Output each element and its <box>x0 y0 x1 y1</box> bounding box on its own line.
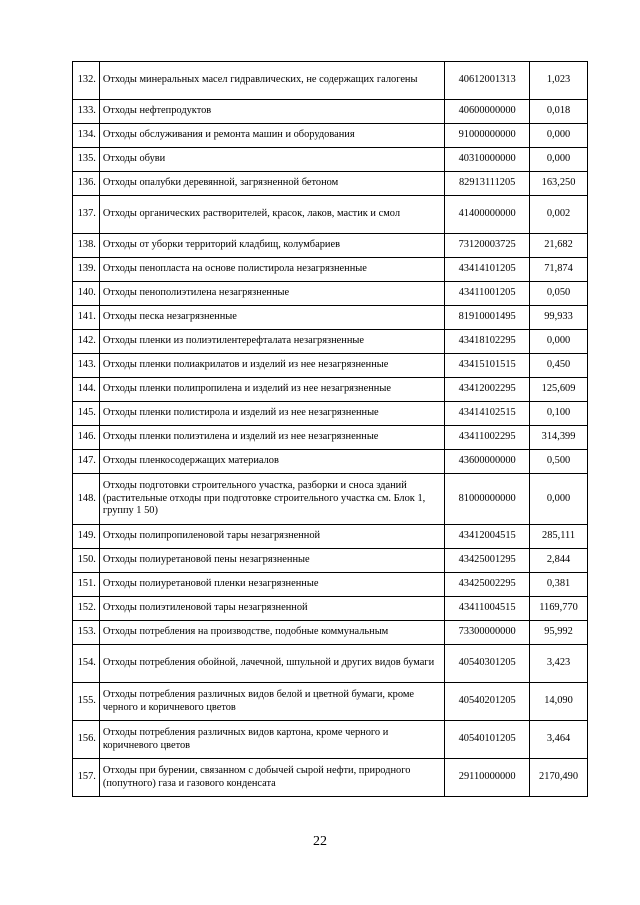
row-number: 143. <box>73 354 100 378</box>
table-row <box>73 148 588 172</box>
waste-code: 43414101205 <box>445 258 530 282</box>
waste-amount: 163,250 <box>530 172 588 196</box>
row-number: 154. <box>73 645 100 683</box>
table-row <box>73 573 588 597</box>
row-number: 157. <box>73 759 100 797</box>
waste-name: Отходы подготовки строительного участка, разборки и сноса зданий (растительные отходы при подготовке строительного участка см. Блок 1, группу 1 50) <box>99 474 444 525</box>
waste-code: 43415101515 <box>445 354 530 378</box>
row-number: 148. <box>73 474 100 525</box>
page-number: 22 <box>313 834 327 849</box>
table-row <box>73 62 588 100</box>
waste-code: 73120003725 <box>445 234 530 258</box>
waste-code: 73300000000 <box>445 621 530 645</box>
waste-name: Отходы обслуживания и ремонта машин и оборудования <box>99 124 444 148</box>
waste-amount: 0,500 <box>530 450 588 474</box>
row-number: 150. <box>73 549 100 573</box>
waste-name: Отходы потребления различных видов белой и цветной бумаги, кроме черного и коричневого цветов <box>99 683 444 721</box>
waste-amount: 0,050 <box>530 282 588 306</box>
waste-table <box>72 61 588 797</box>
waste-name: Отходы от уборки территорий кладбищ, колумбариев <box>99 234 444 258</box>
waste-code: 40540101205 <box>445 721 530 759</box>
waste-code: 43418102295 <box>445 330 530 354</box>
row-number: 136. <box>73 172 100 196</box>
table-row <box>73 258 588 282</box>
table-row <box>73 549 588 573</box>
row-number: 139. <box>73 258 100 282</box>
waste-code: 43425001295 <box>445 549 530 573</box>
waste-code: 82913111205 <box>445 172 530 196</box>
waste-name: Отходы обуви <box>99 148 444 172</box>
table-row <box>73 525 588 549</box>
waste-name: Отходы песка незагрязненные <box>99 306 444 330</box>
waste-name: Отходы минеральных масел гидравлических, не содержащих галогены <box>99 62 444 100</box>
row-number: 146. <box>73 426 100 450</box>
waste-code: 40540301205 <box>445 645 530 683</box>
waste-name: Отходы опалубки деревянной, загрязненной бетоном <box>99 172 444 196</box>
waste-amount: 2170,490 <box>530 759 588 797</box>
row-number: 145. <box>73 402 100 426</box>
table-row <box>73 234 588 258</box>
waste-amount: 3,464 <box>530 721 588 759</box>
waste-name: Отходы пленки полипропилена и изделий из нее незагрязненные <box>99 378 444 402</box>
table-row <box>73 282 588 306</box>
row-number: 134. <box>73 124 100 148</box>
waste-amount: 95,992 <box>530 621 588 645</box>
waste-amount: 71,874 <box>530 258 588 282</box>
row-number: 149. <box>73 525 100 549</box>
table-row <box>73 450 588 474</box>
row-number: 138. <box>73 234 100 258</box>
table-row <box>73 378 588 402</box>
waste-amount: 2,844 <box>530 549 588 573</box>
waste-name: Отходы пленки полиакрилатов и изделий из нее незагрязненные <box>99 354 444 378</box>
waste-code: 29110000000 <box>445 759 530 797</box>
table-row <box>73 621 588 645</box>
waste-amount: 3,423 <box>530 645 588 683</box>
row-number: 155. <box>73 683 100 721</box>
table-row <box>73 759 588 797</box>
waste-code: 41400000000 <box>445 196 530 234</box>
table-row <box>73 306 588 330</box>
waste-amount: 0,018 <box>530 100 588 124</box>
waste-name: Отходы потребления обойной, лачечной, шпульной и других видов бумаги <box>99 645 444 683</box>
row-number: 141. <box>73 306 100 330</box>
row-number: 147. <box>73 450 100 474</box>
waste-name: Отходы органических растворителей, красок, лаков, мастик и смол <box>99 196 444 234</box>
table-row <box>73 124 588 148</box>
waste-code: 40612001313 <box>445 62 530 100</box>
waste-code: 40540201205 <box>445 683 530 721</box>
waste-name: Отходы пленкосодержащих материалов <box>99 450 444 474</box>
table-row <box>73 402 588 426</box>
waste-code: 81910001495 <box>445 306 530 330</box>
waste-code: 91000000000 <box>445 124 530 148</box>
waste-amount: 314,399 <box>530 426 588 450</box>
waste-amount: 0,000 <box>530 474 588 525</box>
table-row <box>73 721 588 759</box>
waste-name: Отходы потребления различных видов картона, кроме черного и коричневого цветов <box>99 721 444 759</box>
row-number: 142. <box>73 330 100 354</box>
table-row <box>73 474 588 525</box>
waste-name: Отходы пенополиэтилена незагрязненные <box>99 282 444 306</box>
waste-amount: 1169,770 <box>530 597 588 621</box>
row-number: 133. <box>73 100 100 124</box>
waste-code: 40600000000 <box>445 100 530 124</box>
waste-code: 43412004515 <box>445 525 530 549</box>
waste-amount: 0,000 <box>530 330 588 354</box>
waste-table-body <box>73 62 588 797</box>
row-number: 151. <box>73 573 100 597</box>
table-row <box>73 683 588 721</box>
waste-amount: 0,381 <box>530 573 588 597</box>
waste-code: 43411004515 <box>445 597 530 621</box>
waste-code: 43414102515 <box>445 402 530 426</box>
waste-name: Отходы полиуретановой пены незагрязненные <box>99 549 444 573</box>
waste-name: Отходы пленки полистирола и изделий из нее незагрязненные <box>99 402 444 426</box>
table-row <box>73 597 588 621</box>
table-row <box>73 645 588 683</box>
waste-code: 43411002295 <box>445 426 530 450</box>
row-number: 144. <box>73 378 100 402</box>
row-number: 140. <box>73 282 100 306</box>
row-number: 152. <box>73 597 100 621</box>
waste-amount: 0,450 <box>530 354 588 378</box>
table-row <box>73 100 588 124</box>
waste-name: Отходы пленки полиэтилена и изделий из нее незагрязненные <box>99 426 444 450</box>
waste-amount: 0,100 <box>530 402 588 426</box>
waste-name: Отходы нефтепродуктов <box>99 100 444 124</box>
row-number: 135. <box>73 148 100 172</box>
waste-amount: 125,609 <box>530 378 588 402</box>
table-row <box>73 172 588 196</box>
row-number: 132. <box>73 62 100 100</box>
row-number: 156. <box>73 721 100 759</box>
table-row <box>73 196 588 234</box>
table-row <box>73 426 588 450</box>
waste-amount: 1,023 <box>530 62 588 100</box>
row-number: 153. <box>73 621 100 645</box>
waste-code: 40310000000 <box>445 148 530 172</box>
waste-amount: 285,111 <box>530 525 588 549</box>
waste-code: 43411001205 <box>445 282 530 306</box>
waste-code: 43425002295 <box>445 573 530 597</box>
waste-code: 43412002295 <box>445 378 530 402</box>
waste-amount: 0,002 <box>530 196 588 234</box>
waste-name: Отходы полиуретановой пленки незагрязненные <box>99 573 444 597</box>
waste-name: Отходы полиэтиленовой тары незагрязненной <box>99 597 444 621</box>
waste-code: 43600000000 <box>445 450 530 474</box>
table-row <box>73 354 588 378</box>
waste-code: 81000000000 <box>445 474 530 525</box>
waste-amount: 0,000 <box>530 124 588 148</box>
waste-amount: 99,933 <box>530 306 588 330</box>
row-number: 137. <box>73 196 100 234</box>
waste-name: Отходы при бурении, связанном с добычей сырой нефти, природного (попутного) газа и газового конденсата <box>99 759 444 797</box>
table-row <box>73 330 588 354</box>
waste-amount: 14,090 <box>530 683 588 721</box>
waste-name: Отходы пленки из полиэтилентерефталата незагрязненные <box>99 330 444 354</box>
waste-amount: 21,682 <box>530 234 588 258</box>
waste-amount: 0,000 <box>530 148 588 172</box>
waste-name: Отходы пенопласта на основе полистирола незагрязненные <box>99 258 444 282</box>
waste-name: Отходы полипропиленовой тары незагрязненной <box>99 525 444 549</box>
waste-name: Отходы потребления на производстве, подобные коммунальным <box>99 621 444 645</box>
